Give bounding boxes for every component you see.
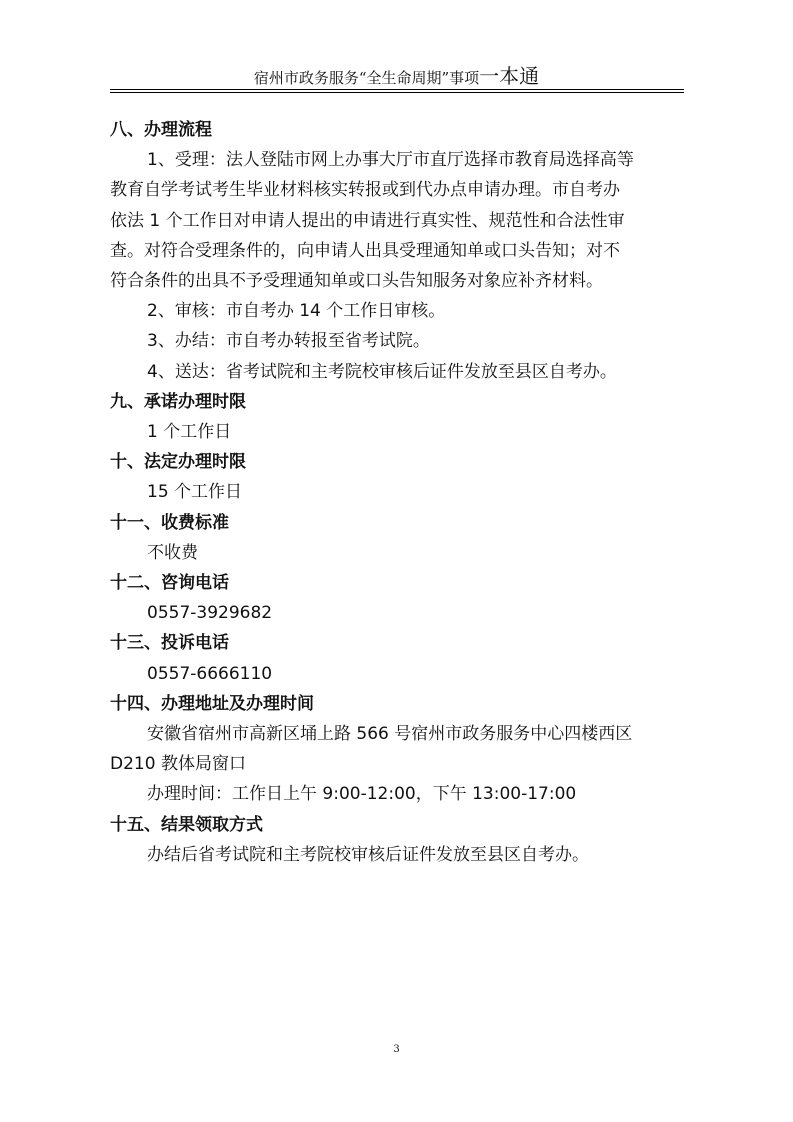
paragraph-line: 教育自学考试考生毕业材料核实转报或到代办点申请办理。市自考办 — [110, 180, 620, 201]
paragraph-line: 安徽省宿州市高新区埇上路 566 号宿州市政务服务中心四楼西区 — [147, 724, 633, 745]
paragraph-line: 0557-3929682 — [147, 603, 273, 624]
header-title-tail: 一本通 — [479, 64, 540, 88]
page-header — [0, 60, 793, 89]
paragraph-line: 15 个工作日 — [147, 482, 243, 503]
section-heading: 九、承诺办理时限 — [110, 391, 246, 412]
paragraph-line: 依法 1 个工作日对申请人提出的申请进行真实性、规范性和合法性审 — [110, 210, 625, 231]
paragraph-line: 查。对符合受理条件的，向申请人出具受理通知单或口头告知；对不 — [110, 240, 620, 261]
header-title: 宿州市政务服务“全生命周期”事项 — [253, 69, 480, 87]
paragraph-line: 0557-6666110 — [147, 663, 273, 684]
paragraph-line: 办结后省考试院和主考院校审核后证件发放至县区自考办。 — [147, 844, 589, 865]
paragraph-line: 不收费 — [147, 542, 198, 563]
paragraph-line: 1、受理：法人登陆市网上办事大厅市直厅选择市教育局选择高等 — [147, 150, 634, 171]
section-heading: 十、法定办理时限 — [110, 452, 246, 473]
section-heading: 十四、办理地址及办理时间 — [110, 693, 314, 714]
paragraph-line: 1 个工作日 — [147, 422, 232, 443]
page-number: 3 — [393, 1044, 400, 1055]
paragraph-line: 办理时间：工作日上午 9:00-12:00，下午 13:00-17:00 — [147, 784, 577, 805]
section-heading: 八、办理流程 — [110, 120, 212, 140]
section-heading: 十三、投诉电话 — [110, 633, 229, 654]
paragraph-line: 4、送达：省考试院和主考院校审核后证件发放至县区自考办。 — [147, 361, 617, 382]
document-body — [110, 115, 684, 870]
paragraph-line: 2、审核：市自考办 14 个工作日审核。 — [147, 301, 446, 322]
header-rule — [110, 89, 684, 90]
paragraph-line: D210 教体局窗口 — [110, 754, 246, 775]
paragraph-line: 3、办结：市自考办转报至省考试院。 — [147, 331, 430, 352]
header-rule — [110, 92, 684, 93]
section-heading: 十一、收费标准 — [110, 512, 229, 533]
paragraph-line: 符合条件的出具不予受理通知单或口头告知服务对象应补齐材料。 — [110, 271, 603, 292]
section-heading: 十五、结果领取方式 — [110, 814, 263, 835]
section-heading: 十二、咨询电话 — [110, 573, 229, 594]
